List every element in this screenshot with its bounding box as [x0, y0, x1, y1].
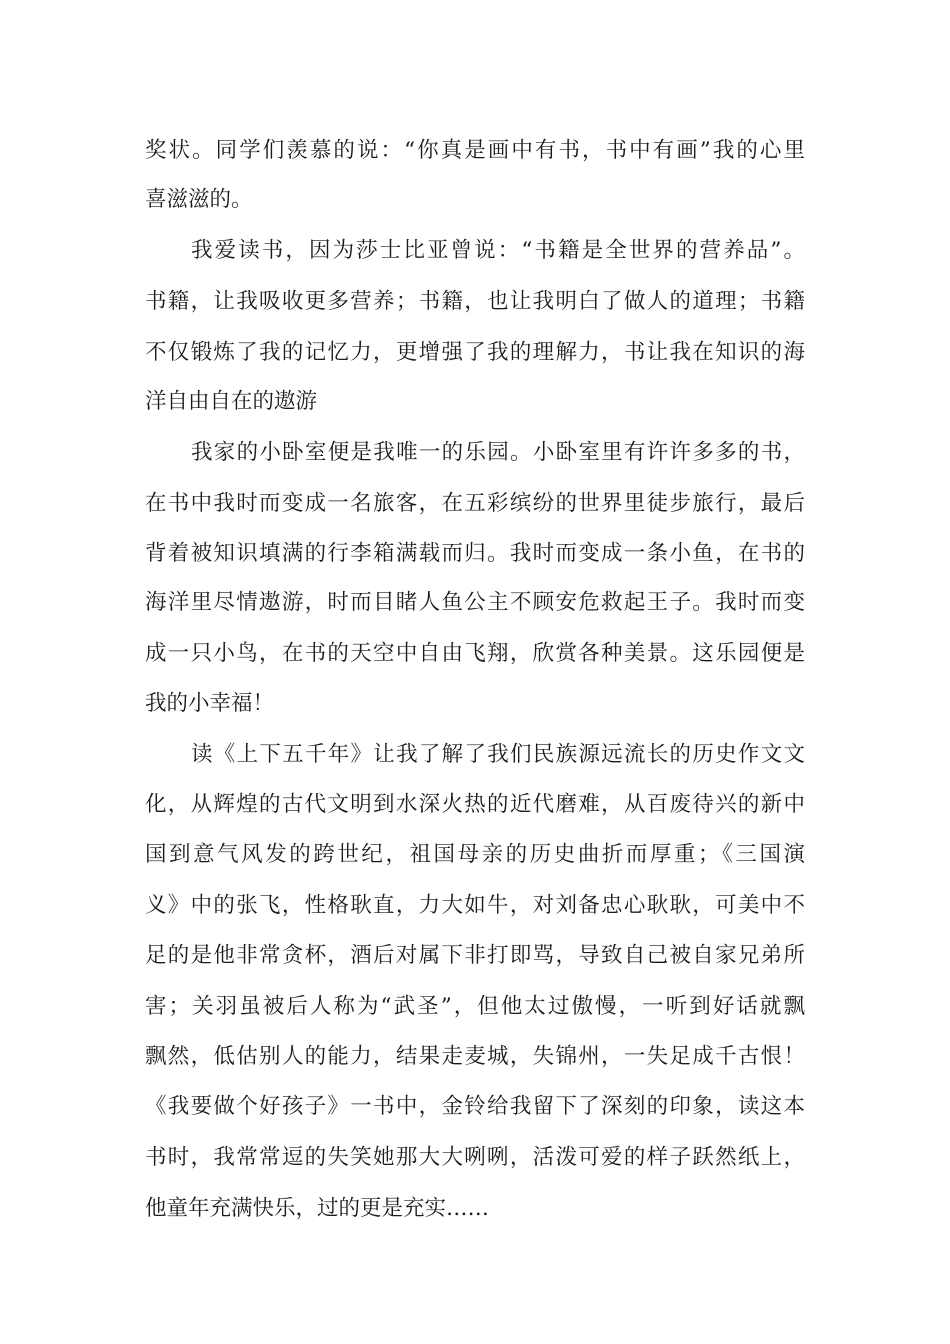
text-line-4: 书籍，让我吸收更多营养；书籍，也让我明白了做人的道理；书籍 [145, 289, 805, 314]
text-line-22: 他童年充满快乐，过的更是充实…… [145, 1196, 490, 1221]
text-line-18: 害；关羽虽被后人称为“武圣”，但他太过傲慢，一听到好话就飘 [145, 994, 805, 1019]
text-line-8: 在书中我时而变成一名旅客，在五彩缤纷的世界里徒步旅行，最后 [145, 491, 805, 516]
text-line-3: 我爱读书，因为莎士比亚曾说：“书籍是全世界的营养品”。 [191, 238, 805, 263]
text-line-20: 《我要做个好孩子》一书中，金铃给我留下了深刻的印象，读这本 [145, 1094, 805, 1119]
text-line-14: 化，从辉煌的古代文明到水深火热的近代磨难，从百废待兴的新中 [145, 792, 805, 817]
text-line-19: 飘然，低估别人的能力，结果走麦城，失锦州，一失足成千古恨！ [145, 1044, 805, 1069]
text-line-6: 洋自由自在的遨游 [145, 389, 318, 414]
text-line-17: 足的是他非常贪杯，酒后对属下非打即骂，导致自己被自家兄弟所 [145, 943, 805, 968]
text-line-2: 喜滋滋的。 [145, 187, 253, 212]
text-line-10: 海洋里尽情遨游，时而目睹人鱼公主不顾安危救起王子。我时而变 [145, 590, 805, 615]
text-line-15: 国到意气风发的跨世纪，祖国母亲的历史曲折而厚重；《三国演 [145, 842, 805, 867]
text-line-13: 读《上下五千年》让我了解了我们民族源远流长的历史作文文 [191, 742, 805, 767]
text-line-11: 成一只小鸟，在书的天空中自由飞翔，欣赏各种美景。这乐园便是 [145, 641, 805, 666]
text-line-1: 奖状。同学们羡慕的说：“你真是画中有书，书中有画”我的心里 [145, 138, 805, 163]
text-line-5: 不仅锻炼了我的记忆力，更增强了我的理解力，书让我在知识的海 [145, 340, 805, 365]
text-line-7: 我家的小卧室便是我唯一的乐园。小卧室里有许许多多的书， [191, 440, 805, 465]
text-line-16: 义》中的张飞，性格耿直，力大如牛，对刘备忠心耿耿，可美中不 [145, 893, 805, 918]
text-line-12: 我的小幸福！ [145, 691, 275, 716]
text-line-9: 背着被知识填满的行李箱满载而归。我时而变成一条小鱼，在书的 [145, 541, 805, 566]
text-line-21: 书时，我常常逗的失笑她那大大咧咧，活泼可爱的样子跃然纸上， [145, 1145, 805, 1170]
